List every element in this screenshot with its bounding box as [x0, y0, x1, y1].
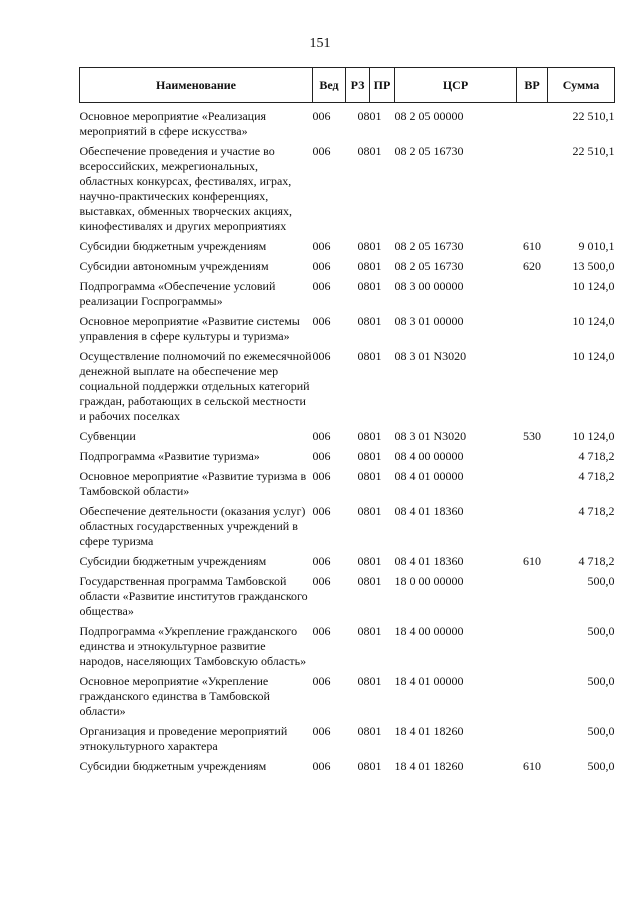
cell-name: Государственная программа Тамбовской области «Развитие институтов гражданского общества»: [79, 574, 308, 618]
header-vr: ВР: [517, 68, 548, 103]
cell-name: Основное мероприятие «Развитие туризма в Тамбовской области»: [79, 469, 307, 498]
cell-csr: 18 4 01 00000: [394, 674, 464, 688]
cell-vr: 610: [523, 554, 541, 568]
cell-sum: 4 718,2: [578, 449, 615, 463]
cell-csr: 18 4 01 18260: [394, 759, 464, 773]
cell-ved: 006: [312, 724, 331, 738]
cell-ved: 006: [312, 109, 331, 123]
table-row: [80, 504, 615, 554]
cell-csr: 08 2 05 00000: [394, 109, 464, 123]
cell-vr: [517, 279, 548, 314]
cell-rz: 08: [357, 449, 370, 463]
cell-name: Основное мероприятие «Укрепление гражданского единства в Тамбовской области»: [79, 674, 270, 718]
page-number: 151: [309, 36, 331, 51]
cell-name: Субвенции: [79, 429, 136, 443]
cell-rz: 08: [357, 469, 370, 483]
table-row: [80, 759, 615, 779]
cell-sum: 4 718,2: [578, 504, 615, 518]
cell-pr: 01: [369, 724, 382, 738]
cell-pr: 01: [369, 349, 382, 363]
cell-sum: 4 718,2: [578, 469, 615, 483]
cell-name: Субсидии бюджетным учреждениям: [79, 759, 267, 773]
cell-name: Подпрограмма «Обеспечение условий реализации Госпрограммы»: [79, 279, 276, 308]
cell-pr: 01: [369, 279, 382, 293]
cell-rz: 08: [357, 624, 370, 638]
cell-vr: 530: [523, 429, 541, 443]
cell-csr: 08 4 01 00000: [394, 469, 464, 483]
cell-pr: 01: [369, 314, 382, 328]
cell-csr: 08 4 00 00000: [394, 449, 464, 463]
table-header: [80, 68, 615, 103]
cell-csr: 18 4 01 18260: [394, 724, 464, 738]
cell-csr: 08 3 00 00000: [394, 279, 464, 293]
cell-rz: 08: [357, 279, 370, 293]
cell-ved: 006: [312, 144, 331, 158]
cell-name: Субсидии бюджетным учреждениям: [79, 554, 267, 568]
cell-pr: 01: [369, 144, 382, 158]
cell-name: Подпрограмма «Укрепление гражданского единства и этнокультурное развитие народов, населяющих Тамбовскую область»: [79, 624, 307, 668]
cell-ved: 006: [312, 674, 331, 688]
cell-rz: 08: [357, 314, 370, 328]
cell-csr: 08 3 01 N3020: [394, 349, 467, 363]
cell-ved: 006: [312, 759, 331, 773]
cell-sum: 500,0: [587, 724, 615, 738]
cell-ved: 006: [312, 624, 331, 638]
cell-rz: 08: [357, 239, 370, 253]
cell-vr: [517, 314, 548, 349]
cell-csr: 08 4 01 18360: [394, 504, 464, 518]
cell-name: Обеспечение проведения и участие во всероссийских, межрегиональных, областных конкурсах, фестивалях, играх, научно-практических конференциях, выставках, обменных творческих акциях, кинофестивалях и других мероприятиях: [79, 144, 293, 233]
cell-name: Подпрограмма «Развитие туризма»: [79, 449, 260, 463]
cell-pr: 01: [369, 759, 382, 773]
cell-ved: 006: [312, 554, 331, 568]
table-row: [80, 144, 615, 239]
cell-sum: 500,0: [587, 624, 615, 638]
cell-ved: 006: [312, 279, 331, 293]
cell-ved: 006: [312, 449, 331, 463]
cell-pr: 01: [369, 449, 382, 463]
cell-csr: 08 4 01 18360: [394, 554, 464, 568]
cell-pr: 01: [369, 504, 382, 518]
cell-sum: 500,0: [587, 759, 615, 773]
table-body: [80, 103, 615, 780]
cell-name: Обеспечение деятельности (оказания услуг) областных государственных учреждений в сфере туризма: [79, 504, 306, 548]
cell-ved: 006: [312, 469, 331, 483]
budget-table: [79, 67, 615, 779]
cell-csr: 18 0 00 00000: [394, 574, 464, 588]
cell-ved: 006: [312, 259, 331, 273]
table-row: [80, 429, 615, 449]
table-row: [80, 724, 615, 759]
cell-pr: 01: [369, 259, 382, 273]
cell-ved: 006: [312, 239, 331, 253]
cell-sum: 500,0: [587, 674, 615, 688]
cell-vr: [517, 103, 548, 145]
cell-vr: 620: [523, 259, 541, 273]
cell-pr: 01: [369, 554, 382, 568]
table-row: [80, 574, 615, 624]
cell-csr: 18 4 00 00000: [394, 624, 464, 638]
cell-vr: [517, 624, 548, 674]
cell-sum: 10 124,0: [572, 314, 615, 328]
cell-vr: [517, 674, 548, 724]
cell-ved: 006: [312, 349, 331, 363]
cell-pr: 01: [369, 469, 382, 483]
cell-vr: [517, 574, 548, 624]
cell-vr: [517, 144, 548, 239]
cell-sum: 4 718,2: [578, 554, 615, 568]
cell-sum: 10 124,0: [572, 349, 615, 363]
cell-rz: 08: [357, 759, 370, 773]
cell-name: Субсидии бюджетным учреждениям: [79, 239, 267, 253]
cell-sum: 22 510,1: [572, 144, 615, 158]
cell-ved: 006: [312, 504, 331, 518]
header-sum: Сумма: [548, 68, 615, 103]
cell-vr: 610: [523, 239, 541, 253]
table-row: [80, 239, 615, 259]
header-name: Наименование: [80, 68, 313, 103]
table-row: [80, 279, 615, 314]
cell-sum: 9 010,1: [578, 239, 615, 253]
cell-csr: 08 2 05 16730: [394, 259, 464, 273]
cell-vr: [517, 349, 548, 429]
table-row: [80, 624, 615, 674]
table-row: [80, 674, 615, 724]
cell-name: Организация и проведение мероприятий этнокультурного характера: [79, 724, 288, 753]
cell-name: Основное мероприятие «Развитие системы управления в сфере культуры и туризма»: [79, 314, 300, 343]
header-pr: ПР: [370, 68, 395, 103]
table-row: [80, 314, 615, 349]
cell-pr: 01: [369, 624, 382, 638]
cell-vr: [517, 469, 548, 504]
table-row: [80, 259, 615, 279]
cell-rz: 08: [357, 349, 370, 363]
cell-csr: 08 2 05 16730: [394, 144, 464, 158]
cell-sum: 13 500,0: [572, 259, 615, 273]
cell-pr: 01: [369, 239, 382, 253]
cell-vr: 610: [523, 759, 541, 773]
cell-sum: 10 124,0: [572, 279, 615, 293]
cell-name: Основное мероприятие «Реализация мероприятий в сфере искусства»: [79, 109, 267, 138]
cell-sum: 10 124,0: [572, 429, 615, 443]
cell-rz: 08: [357, 724, 370, 738]
cell-rz: 08: [357, 504, 370, 518]
cell-csr: 08 2 05 16730: [394, 239, 464, 253]
cell-rz: 08: [357, 429, 370, 443]
cell-pr: 01: [369, 574, 382, 588]
cell-rz: 08: [357, 674, 370, 688]
cell-pr: 01: [369, 109, 382, 123]
cell-rz: 08: [357, 144, 370, 158]
header-rz: РЗ: [346, 68, 370, 103]
table-row: [80, 554, 615, 574]
cell-ved: 006: [312, 574, 331, 588]
table-row: [80, 349, 615, 429]
cell-rz: 08: [357, 109, 370, 123]
table-row: [80, 103, 615, 145]
cell-name: Субсидии автономным учреждениям: [79, 259, 269, 273]
cell-rz: 08: [357, 554, 370, 568]
cell-name: Осуществление полномочий по ежемесячной денежной выплате на обеспечение мер социальной поддержки отдельных категорий граждан, работающих в сельской местности и рабочих поселках: [79, 349, 312, 423]
header-csr: ЦСР: [395, 68, 517, 103]
cell-vr: [517, 504, 548, 554]
cell-pr: 01: [369, 674, 382, 688]
cell-rz: 08: [357, 259, 370, 273]
cell-pr: 01: [369, 429, 382, 443]
cell-vr: [517, 724, 548, 759]
cell-ved: 006: [312, 429, 331, 443]
header-ved: Вед: [313, 68, 346, 103]
cell-vr: [517, 449, 548, 469]
cell-csr: 08 3 01 00000: [394, 314, 464, 328]
cell-sum: 500,0: [587, 574, 615, 588]
table-row: [80, 449, 615, 469]
cell-ved: 006: [312, 314, 331, 328]
cell-csr: 08 3 01 N3020: [394, 429, 467, 443]
cell-sum: 22 510,1: [572, 109, 615, 123]
cell-rz: 08: [357, 574, 370, 588]
table-row: [80, 469, 615, 504]
